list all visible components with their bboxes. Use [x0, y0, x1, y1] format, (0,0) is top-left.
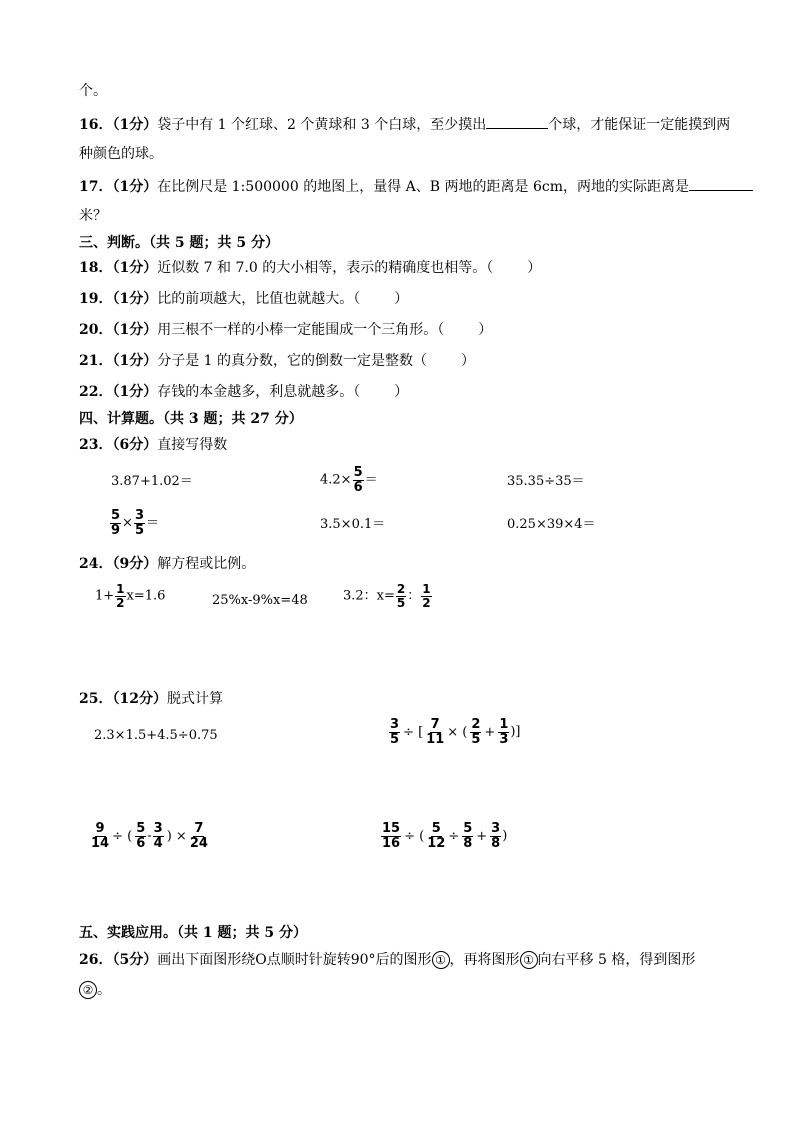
fraction: $\frac{1}{3}$: [499, 717, 509, 747]
calc-item: $\frac{15}{16}$ ÷ ( $\frac{5}{12}$ ÷ $\frac{5}{8}$ + $\frac{3}{8}$ ): [382, 821, 508, 851]
fraction: $\frac{2}{5}$: [471, 717, 481, 747]
answer-blank[interactable]: [486, 116, 548, 129]
question-18: 18．（1分）近似数 7 和 7.0 的大小相等，表示的精确度也相等。（ ）: [79, 260, 542, 276]
circled-number-1: ①: [520, 951, 538, 969]
calc-item: 0.25×39×4＝: [507, 517, 596, 532]
fraction: $\frac{5}{9}$: [111, 508, 121, 538]
question-26-line2: ② 。: [79, 981, 111, 999]
question-24: 24．（9分）解方程或比例。: [79, 556, 256, 572]
question-25: 25．（12分）脱式计算: [79, 691, 223, 707]
calc-item: $\frac{9}{14}$ ÷ ( $\frac{5}{6}$ - $\frac{3}{4}$ ) × $\frac{7}{24}$: [91, 821, 208, 851]
section-heading-practice: 五、实践应用。（共 1 题；共 5 分）: [79, 925, 307, 941]
question-number: 18．（1分）: [79, 260, 158, 276]
equation-item: 25%x-9%x=48: [212, 593, 308, 608]
section-heading-judge: 三、判断。（共 5 题；共 5 分）: [79, 235, 279, 251]
question-number: 19．（1分）: [79, 291, 158, 307]
question-number: 17．（1分）: [79, 179, 158, 195]
question-number: 25．（12分）: [79, 691, 167, 707]
question-17-line2: 米？: [79, 208, 107, 224]
fraction: $\frac{2}{5}$: [396, 582, 406, 610]
fraction: $\frac{1}{2}$: [422, 582, 431, 610]
circled-number-1: ①: [432, 951, 450, 969]
answer-blank[interactable]: [689, 178, 753, 191]
calc-item: 3.87+1.02＝: [111, 474, 193, 489]
section-heading-calc: 四、计算题。（共 3 题；共 27 分）: [79, 411, 303, 427]
calc-item: 4.2× $\frac{5}{6}$ ＝: [320, 465, 378, 495]
fraction: $\frac{7}{11}$: [426, 717, 445, 747]
question-number: 21．（1分）: [79, 353, 158, 369]
question-number: 16．（1分）: [79, 117, 158, 133]
question-26: 26．（5分）画出下面图形绕O点顺时针旋转90°后的图形 ① ，再将图形 ① 向右平移 5 格，得到图形: [79, 952, 696, 968]
fraction: $\frac{15}{16}$: [382, 821, 401, 851]
fraction: $\frac{3}{5}$: [134, 508, 144, 538]
question-20: 20．（1分）用三根不一样的小棒一定能围成一个三角形。（ ）: [79, 322, 493, 338]
fraction: $\frac{5}{8}$: [463, 821, 473, 851]
calc-item: 35.35÷35＝: [507, 474, 585, 489]
circled-number-2: ②: [79, 981, 97, 999]
calc-item: $\frac{5}{9}$ × $\frac{3}{5}$ ＝: [111, 508, 160, 538]
question-17: 17．（1分）在比例尺是 1:500000 的地图上，量得 A、B 两地的距离是 6cm，两地的实际距离是: [79, 178, 753, 194]
question-22: 22．（1分）存钱的本金越多，利息就越多。（ ）: [79, 384, 409, 400]
fraction: $\frac{3}{5}$: [390, 717, 400, 747]
question-number: 22．（1分）: [79, 384, 158, 400]
equation-item: 1+ $\frac{1}{2}$ x=1.6: [95, 582, 166, 610]
fraction: $\frac{7}{24}$: [189, 821, 208, 851]
fraction: $\frac{1}{2}$: [116, 582, 125, 610]
continuation-text: 个。: [79, 83, 107, 99]
question-19: 19．（1分）比的前项越大，比值也就越大。（ ）: [79, 291, 409, 307]
question-16: 16．（1分）袋子中有 1 个红球、2 个黄球和 3 个白球，至少摸出 个球，才能保证一定能摸到两: [79, 117, 731, 133]
equation-item: 3.2：x= $\frac{2}{5}$ ： $\frac{1}{2}$: [343, 582, 431, 610]
fraction: $\frac{3}{8}$: [491, 821, 501, 851]
question-number: 20．（1分）: [79, 322, 158, 338]
question-21: 21．（1分）分子是 1 的真分数，它的倒数一定是整数（ ）: [79, 353, 476, 369]
question-number: 23．（6分）: [79, 437, 158, 453]
fraction: $\frac{5}{6}$: [136, 821, 146, 851]
fraction: $\frac{5}{6}$: [353, 465, 363, 495]
calc-item: 3.5×0.1＝: [320, 517, 386, 532]
fraction: $\frac{3}{4}$: [153, 821, 163, 851]
question-16-line2: 种颜色的球。: [79, 146, 163, 162]
calc-item: 2.3×1.5+4.5÷0.75: [94, 728, 218, 743]
fraction: $\frac{5}{12}$: [427, 821, 446, 851]
calc-item: $\frac{3}{5}$ ÷ [ $\frac{7}{11}$ × ( $\frac{2}{5}$ + $\frac{1}{3}$ )]: [390, 717, 521, 747]
question-number: 26．（5分）: [79, 952, 158, 968]
question-23: 23．（6分）直接写得数: [79, 437, 228, 453]
fraction: $\frac{9}{14}$: [91, 821, 110, 851]
question-number: 24．（9分）: [79, 556, 158, 572]
